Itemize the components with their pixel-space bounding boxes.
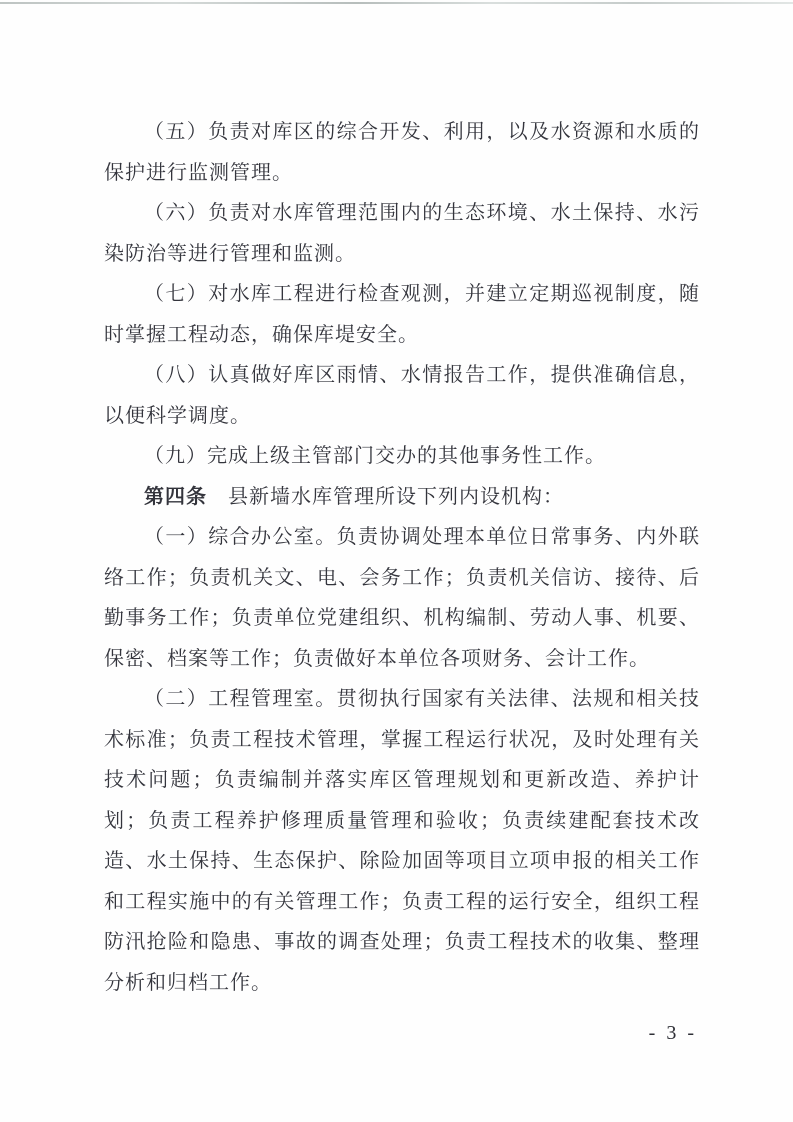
org-item-2-paragraph: （二）工程管理室。贯彻执行国家有关法律、法规和相关技术标准；负责工程技术管理，掌握工程运行状况，及时处理有关技术问题；负责编制并落实库区管理规划和更新改造、养护计划；负责工程养护修理质量管理和验收；负责续建配套技术改造、水土保持、生态保护、除险加固等项目立项申报的相关工作和工程实施中的有关管理工作；负责工程的运行安全，组织工程防汛抢险和隐患、事故的调查处理；负责工程技术的收集、整理分析和归档工作。 xyxy=(104,688,700,994)
clause-6-paragraph: （六）负责对水库管理范围内的生态环境、水土保持、水污染防治等进行管理和监测。 xyxy=(104,202,700,265)
scan-artifact-line xyxy=(0,2,793,4)
document-body xyxy=(104,112,700,1003)
org-item-1-paragraph: （一）综合办公室。负责协调处理本单位日常事务、内外联络工作；负责机关文、电、会务工作；负责机关信访、接待、后勤事务工作；负责单位党建组织、机构编制、劳动人事、机要、保密、档案等工作；负责做好本单位各项财务、会计工作。 xyxy=(104,526,700,670)
clause-5-paragraph: （五）负责对库区的综合开发、利用，以及水资源和水质的保护进行监测管理。 xyxy=(104,121,700,184)
page-number: - 3 - xyxy=(648,1022,697,1044)
article-4-paragraph xyxy=(104,477,700,518)
article-4-text: 县新墙水库管理所设下列内设机构： xyxy=(207,485,564,508)
clause-8-paragraph: （八）认真做好库区雨情、水情报告工作，提供准确信息，以便科学调度。 xyxy=(104,364,700,427)
clause-7-paragraph: （七）对水库工程进行检查观测，并建立定期巡视制度，随时掌握工程动态，确保库堤安全。 xyxy=(104,283,700,346)
clause-9-paragraph: （九）完成上级主管部门交办的其他事务性工作。 xyxy=(144,445,606,467)
article-4-label: 第四条 xyxy=(144,485,207,508)
